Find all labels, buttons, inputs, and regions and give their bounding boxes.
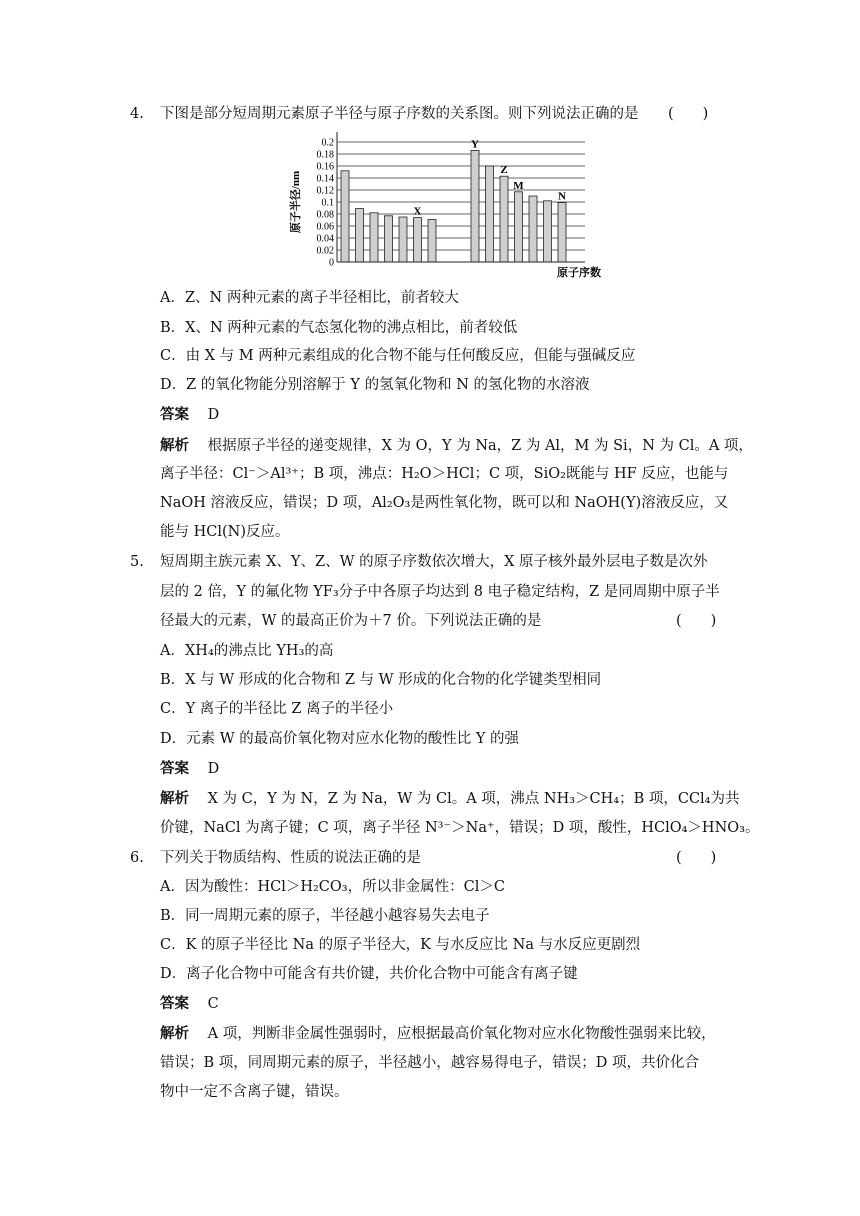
question-stem-line: 层的 2 倍，Y 的氟化物 YF₃分子中各原子均达到 8 电子稳定结构，Z 是同周期中原子半 bbox=[160, 584, 720, 600]
bar bbox=[385, 216, 393, 262]
bar-annotation: Z bbox=[500, 164, 508, 177]
answer-label: 答案 bbox=[160, 996, 189, 1012]
y-tick-label: 0.18 bbox=[316, 149, 334, 161]
answer-row bbox=[160, 405, 219, 425]
answer-label: 答案 bbox=[160, 407, 189, 423]
analysis-label: 解析 bbox=[160, 438, 189, 454]
question-number: 4. bbox=[130, 106, 144, 122]
y-axis-label: 原子半径/nm bbox=[290, 170, 302, 234]
option-d: D．元素 W 的最高价氧化物对应水化物的酸性比 Y 的强 bbox=[160, 731, 520, 747]
analysis-row bbox=[160, 1024, 716, 1044]
option-d: D．离子化合物中可能含有共价键，共价化合物中可能含有离子键 bbox=[160, 966, 578, 982]
option-b: B．同一周期元素的原子，半径越小越容易失去电子 bbox=[160, 908, 490, 924]
question-stem: 下列关于物质结构、性质的说法正确的是 bbox=[160, 850, 421, 866]
bar bbox=[414, 218, 422, 262]
analysis-row bbox=[160, 789, 740, 809]
analysis-row bbox=[160, 436, 753, 456]
answer-value: D bbox=[207, 407, 220, 423]
answer-row bbox=[160, 759, 219, 779]
bar bbox=[529, 196, 537, 262]
y-tick-label: 0.08 bbox=[316, 209, 334, 221]
analysis-line: 物中一定不含离子键，错误。 bbox=[160, 1084, 349, 1100]
answer-paren: ( ) bbox=[676, 850, 717, 866]
answer-paren: ( ) bbox=[668, 106, 709, 122]
y-tick-label: 0.14 bbox=[316, 173, 334, 185]
bar bbox=[500, 176, 508, 262]
y-tick-label: 0.02 bbox=[316, 245, 334, 257]
question-number: 5. bbox=[130, 554, 144, 570]
analysis-line: 离子半径：Cl⁻＞Al³⁺；B 项，沸点：H₂O＞HCl；C 项，SiO₂既能与 HF 反应，也能与 bbox=[160, 466, 729, 482]
y-tick-label: 0.04 bbox=[316, 233, 334, 245]
bar bbox=[428, 219, 436, 262]
bar-annotation: M bbox=[513, 179, 524, 192]
bar-annotation: N bbox=[558, 190, 566, 203]
bar bbox=[356, 209, 364, 262]
option-c: C．由 X 与 M 两种元素组成的化合物不能与任何酸反应，但能与强碱反应 bbox=[160, 348, 636, 364]
question-stem-line: 短周期主族元素 X、Y、Z、W 的原子序数依次增大，X 原子核外最外层电子数是次外 bbox=[160, 554, 708, 570]
bar bbox=[515, 192, 523, 262]
answer-paren: ( ) bbox=[676, 613, 717, 629]
option-c: C．K 的原子半径比 Na 的原子半径大，K 与水反应比 Na 与水反应更剧烈 bbox=[160, 937, 641, 953]
analysis-line: A 项，判断非金属性强弱时，应根据最高价氧化物对应水化物酸性强弱来比较， bbox=[207, 1026, 716, 1042]
analysis-line: NaOH 溶液反应，错误；D 项，Al₂O₃是两性氧化物，既可以和 NaOH(Y)溶液反应，又 bbox=[160, 495, 729, 511]
option-b: B．X 与 W 形成的化合物和 Z 与 W 形成的化合物的化学键类型相同 bbox=[160, 672, 602, 688]
bar-annotation: X bbox=[413, 205, 422, 218]
bar-annotation: Y bbox=[471, 138, 479, 151]
analysis-line: 根据原子半径的递变规律，X 为 O，Y 为 Na，Z 为 Al，M 为 Si，N 为 Cl。A 项， bbox=[207, 438, 753, 454]
analysis-label: 解析 bbox=[160, 791, 189, 807]
chart-bars bbox=[341, 150, 566, 262]
analysis-line: 错误；B 项，同周期元素的原子，半径越小，越容易得电子，错误；D 项，共价化合 bbox=[160, 1055, 699, 1071]
analysis-label: 解析 bbox=[160, 1026, 189, 1042]
x-axis-label: 原子序数 bbox=[557, 267, 601, 279]
y-tick-label: 0.06 bbox=[316, 221, 334, 233]
question-stem: 下图是部分短周期元素原子半径与原子序数的关系图。则下列说法正确的是 bbox=[160, 106, 639, 122]
question-number: 6. bbox=[130, 850, 144, 866]
option-a: A．因为酸性：HCl＞H₂CO₃，所以非金属性：Cl＞C bbox=[160, 879, 505, 895]
bar bbox=[544, 201, 552, 262]
answer-row bbox=[160, 994, 219, 1014]
atomic-radius-chart bbox=[285, 132, 605, 282]
bar bbox=[471, 150, 479, 262]
option-d: D．Z 的氧化物能分别溶解于 Y 的氢氧化物和 N 的氢化物的水溶液 bbox=[160, 377, 590, 393]
y-tick-label: 0.16 bbox=[316, 161, 334, 173]
option-b: B．X、N 两种元素的气态氢化物的沸点相比，前者较低 bbox=[160, 320, 518, 336]
analysis-line: 价键，NaCl 为离子键；C 项，离子半径 N³⁻＞Na⁺，错误；D 项，酸性，HClO₄＞HNO₃。 bbox=[160, 820, 760, 836]
y-tick-label: 0.2 bbox=[321, 137, 334, 149]
y-axis-ticks bbox=[317, 138, 335, 269]
y-tick-label: 0.1 bbox=[321, 197, 334, 209]
analysis-line: X 为 C，Y 为 N，Z 为 Na，W 为 Cl。A 项，沸点 NH₃＞CH₄；B 项，CCl₄为共 bbox=[207, 791, 740, 807]
bar bbox=[486, 166, 494, 262]
answer-label: 答案 bbox=[160, 761, 189, 777]
bar bbox=[558, 203, 566, 262]
answer-value: D bbox=[207, 761, 220, 777]
y-tick-label: 0 bbox=[329, 257, 334, 269]
option-a: A．Z、N 两种元素的离子半径相比，前者较大 bbox=[160, 290, 459, 306]
option-c: C．Y 离子的半径比 Z 离子的半径小 bbox=[160, 701, 394, 717]
answer-value: C bbox=[207, 996, 219, 1012]
option-a: A．XH₄的沸点比 YH₃的高 bbox=[160, 643, 334, 659]
bar bbox=[399, 217, 407, 262]
bar bbox=[370, 213, 378, 262]
y-tick-label: 0.12 bbox=[316, 185, 334, 197]
question-stem-line: 径最大的元素，W 的最高正价为＋7 价。下列说法正确的是 bbox=[160, 613, 542, 629]
analysis-line: 能与 HCl(N)反应。 bbox=[160, 524, 290, 540]
bar bbox=[341, 171, 349, 262]
